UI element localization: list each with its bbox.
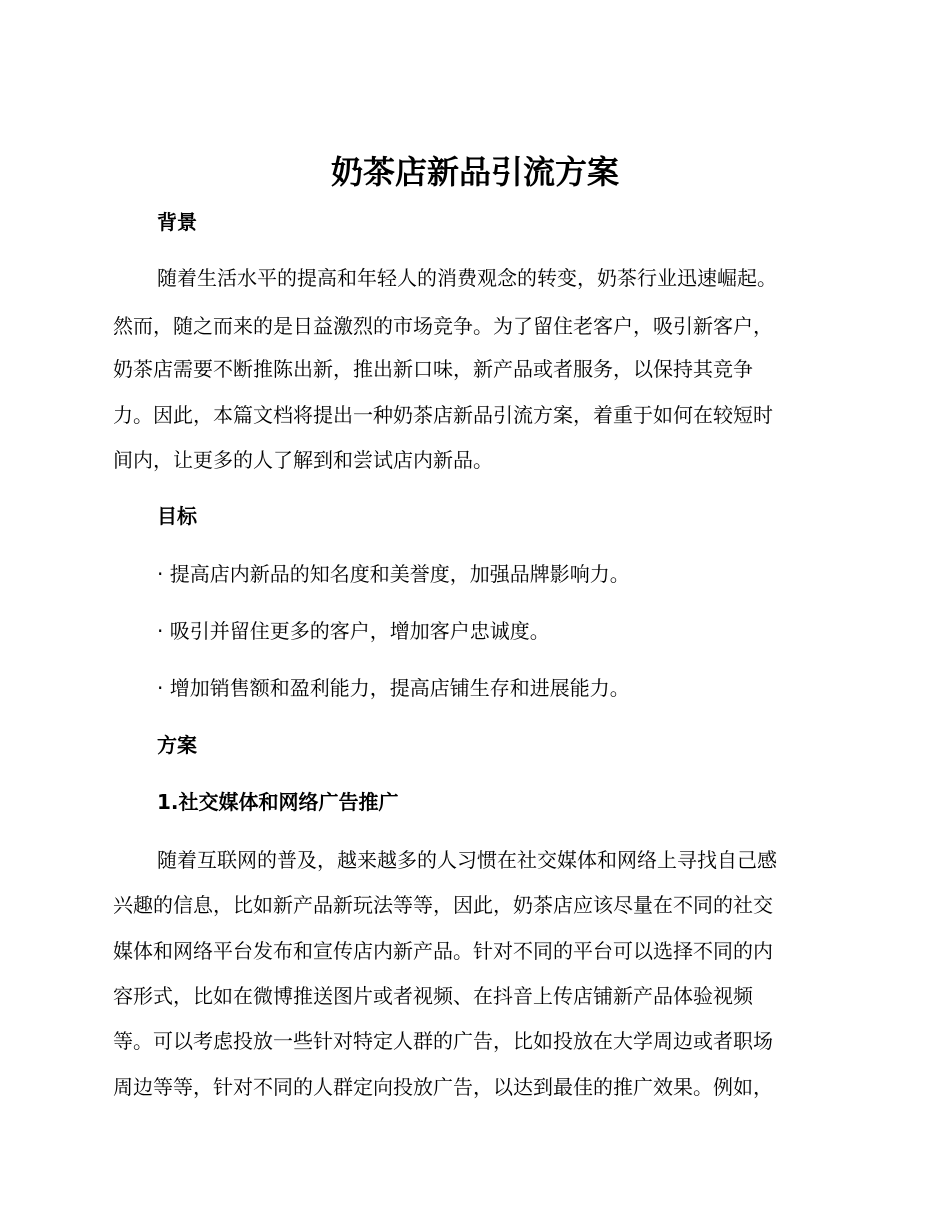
section-heading-goals: 目标 [157,504,197,528]
paragraph-line: 然而，随之而来的是日益激烈的市场竞争。为了留住老客户，吸引新客户， [113,314,773,338]
paragraph-line: 等。可以考虑投放一些针对特定人群的广告，比如投放在大学周边或者职场 [113,1029,773,1053]
paragraph-line: 力。因此，本篇文档将提出一种奶茶店新品引流方案，着重于如何在较短时 [113,403,773,427]
section-heading-background: 背景 [157,210,197,234]
goal-item: · 提高店内新品的知名度和美誉度，加强品牌影响力。 [157,562,630,586]
goal-item: · 增加销售额和盈利能力，提高店铺生存和进展能力。 [157,676,630,700]
paragraph-line: 媒体和网络平台发布和宣传店内新产品。针对不同的平台可以选择不同的内 [113,939,773,963]
section-heading-plan: 方案 [157,733,197,757]
paragraph-line: 间内，让更多的人了解到和尝试店内新品。 [113,448,493,472]
paragraph-line: 随着生活水平的提高和年轻人的消费观念的转变，奶茶行业迅速崛起。 [157,266,777,290]
paragraph-line: 奶茶店需要不断推陈出新，推出新口味，新产品或者服务，以保持其竞争 [113,357,753,381]
document-title: 奶茶店新品引流方案 [330,153,619,191]
goal-item: · 吸引并留住更多的客户，增加客户忠诚度。 [157,619,550,643]
paragraph-line: 容形式，比如在微博推送图片或者视频、在抖音上传店铺新产品体验视频 [113,984,753,1008]
paragraph-line: 周边等等，针对不同的人群定向投放广告，以达到最佳的推广效果。例如， [113,1075,773,1099]
paragraph-line: 兴趣的信息，比如新产品新玩法等等，因此，奶茶店应该尽量在不同的社交 [113,893,773,917]
paragraph-line: 随着互联网的普及，越来越多的人习惯在社交媒体和网络上寻找自己感 [157,848,777,872]
plan-subheading: 1.社交媒体和网络广告推广 [157,790,399,814]
